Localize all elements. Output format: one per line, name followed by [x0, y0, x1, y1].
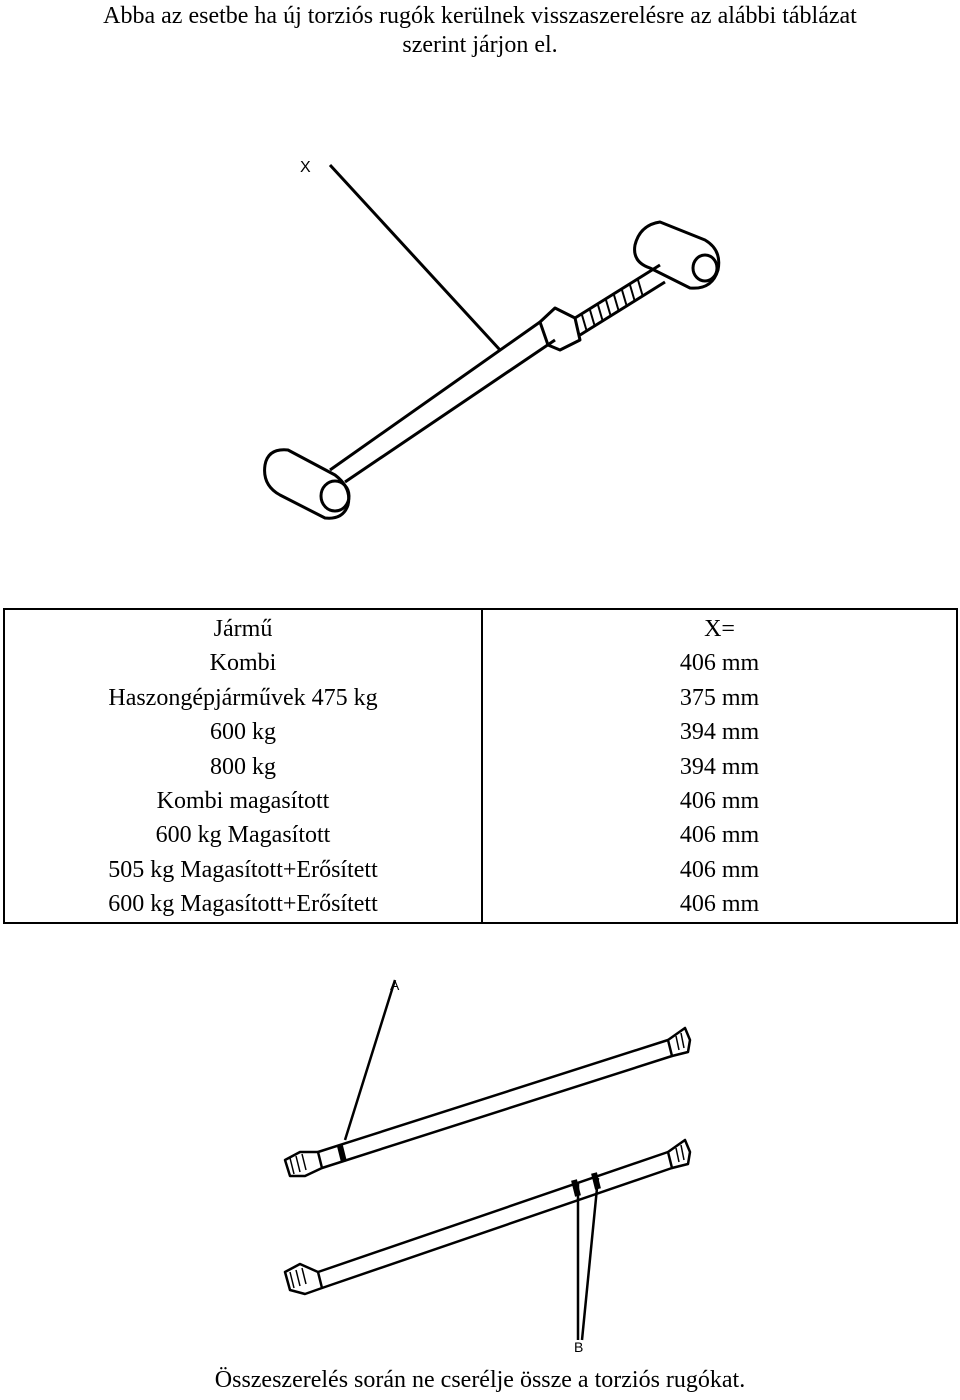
lower-bar-right-spline	[668, 1140, 690, 1168]
lower-bushing-hole	[321, 481, 349, 511]
footer-note: Összeszerelés során ne cserélje össze a torziós rugókat.	[214, 1367, 746, 1393]
table-cell-vehicle: 505 kg Magasított+Erősített	[108, 856, 378, 883]
adjuster-nut	[540, 308, 580, 350]
callout-line-b-2	[582, 1178, 598, 1340]
table-cell-value: 406 mm	[679, 788, 760, 815]
table-cell-value: 406 mm	[679, 891, 760, 918]
upper-bar-marking	[340, 1146, 344, 1162]
lower-bushing-housing	[265, 450, 349, 518]
table-cell-vehicle: Kombi magasított	[156, 788, 330, 815]
table-cell-value: 394 mm	[679, 719, 760, 746]
upper-bar-right-spline	[668, 1028, 690, 1056]
table-cell-value: 406 mm	[679, 650, 760, 677]
table-cell-vehicle: 600 kg	[210, 719, 276, 746]
table-cell-vehicle: 800 kg	[210, 753, 276, 780]
lower-bar-edge-1	[318, 1152, 668, 1272]
table-cell-value: 375 mm	[679, 684, 760, 711]
thread-coils	[582, 280, 643, 332]
upper-bushing-hole	[693, 255, 717, 281]
callout-label-a: A	[390, 977, 400, 993]
torsion-bars-illustration	[0, 960, 960, 1360]
table-cell-value: 406 mm	[679, 856, 760, 883]
intro-text	[0, 2, 960, 60]
table-cell-vehicle: 600 kg Magasított	[155, 822, 331, 849]
upper-bar-edge-2	[322, 1056, 672, 1168]
table-header-row	[4, 609, 957, 923]
column-header-vehicle: Jármű	[213, 616, 273, 642]
column-header-value: X=	[704, 616, 735, 642]
callout-label-b: B	[574, 1339, 584, 1355]
intro-line-1: Abba az esetbe ha új torziós rugók kerülnek visszaszerelésre az alábbi táblázat	[103, 3, 857, 29]
table-cell-value: 394 mm	[679, 753, 760, 780]
intro-line-2: szerint járjon el.	[402, 32, 558, 58]
callout-line-x	[330, 165, 500, 350]
adjuster-rod-illustration	[0, 140, 960, 540]
lower-bar-marking-1	[574, 1180, 578, 1196]
table-cell-value: 406 mm	[679, 822, 760, 849]
lower-bar-edge-2	[322, 1168, 672, 1288]
lower-bar-left-spline	[285, 1264, 322, 1294]
rod-tube-edge-2	[345, 340, 555, 482]
spring-length-table	[3, 608, 958, 924]
lower-bar-marking-2	[594, 1173, 598, 1189]
callout-label-x: X	[300, 159, 311, 176]
table-cell-vehicle: Kombi	[209, 650, 277, 677]
rod-tube-edge-1	[330, 322, 540, 470]
upper-bar-left-spline	[285, 1152, 322, 1176]
table-cell-vehicle: 600 kg Magasított+Erősített	[108, 891, 378, 918]
table-cell-vehicle: Haszongépjárművek 475 kg	[108, 684, 378, 711]
callout-line-a	[345, 980, 395, 1140]
